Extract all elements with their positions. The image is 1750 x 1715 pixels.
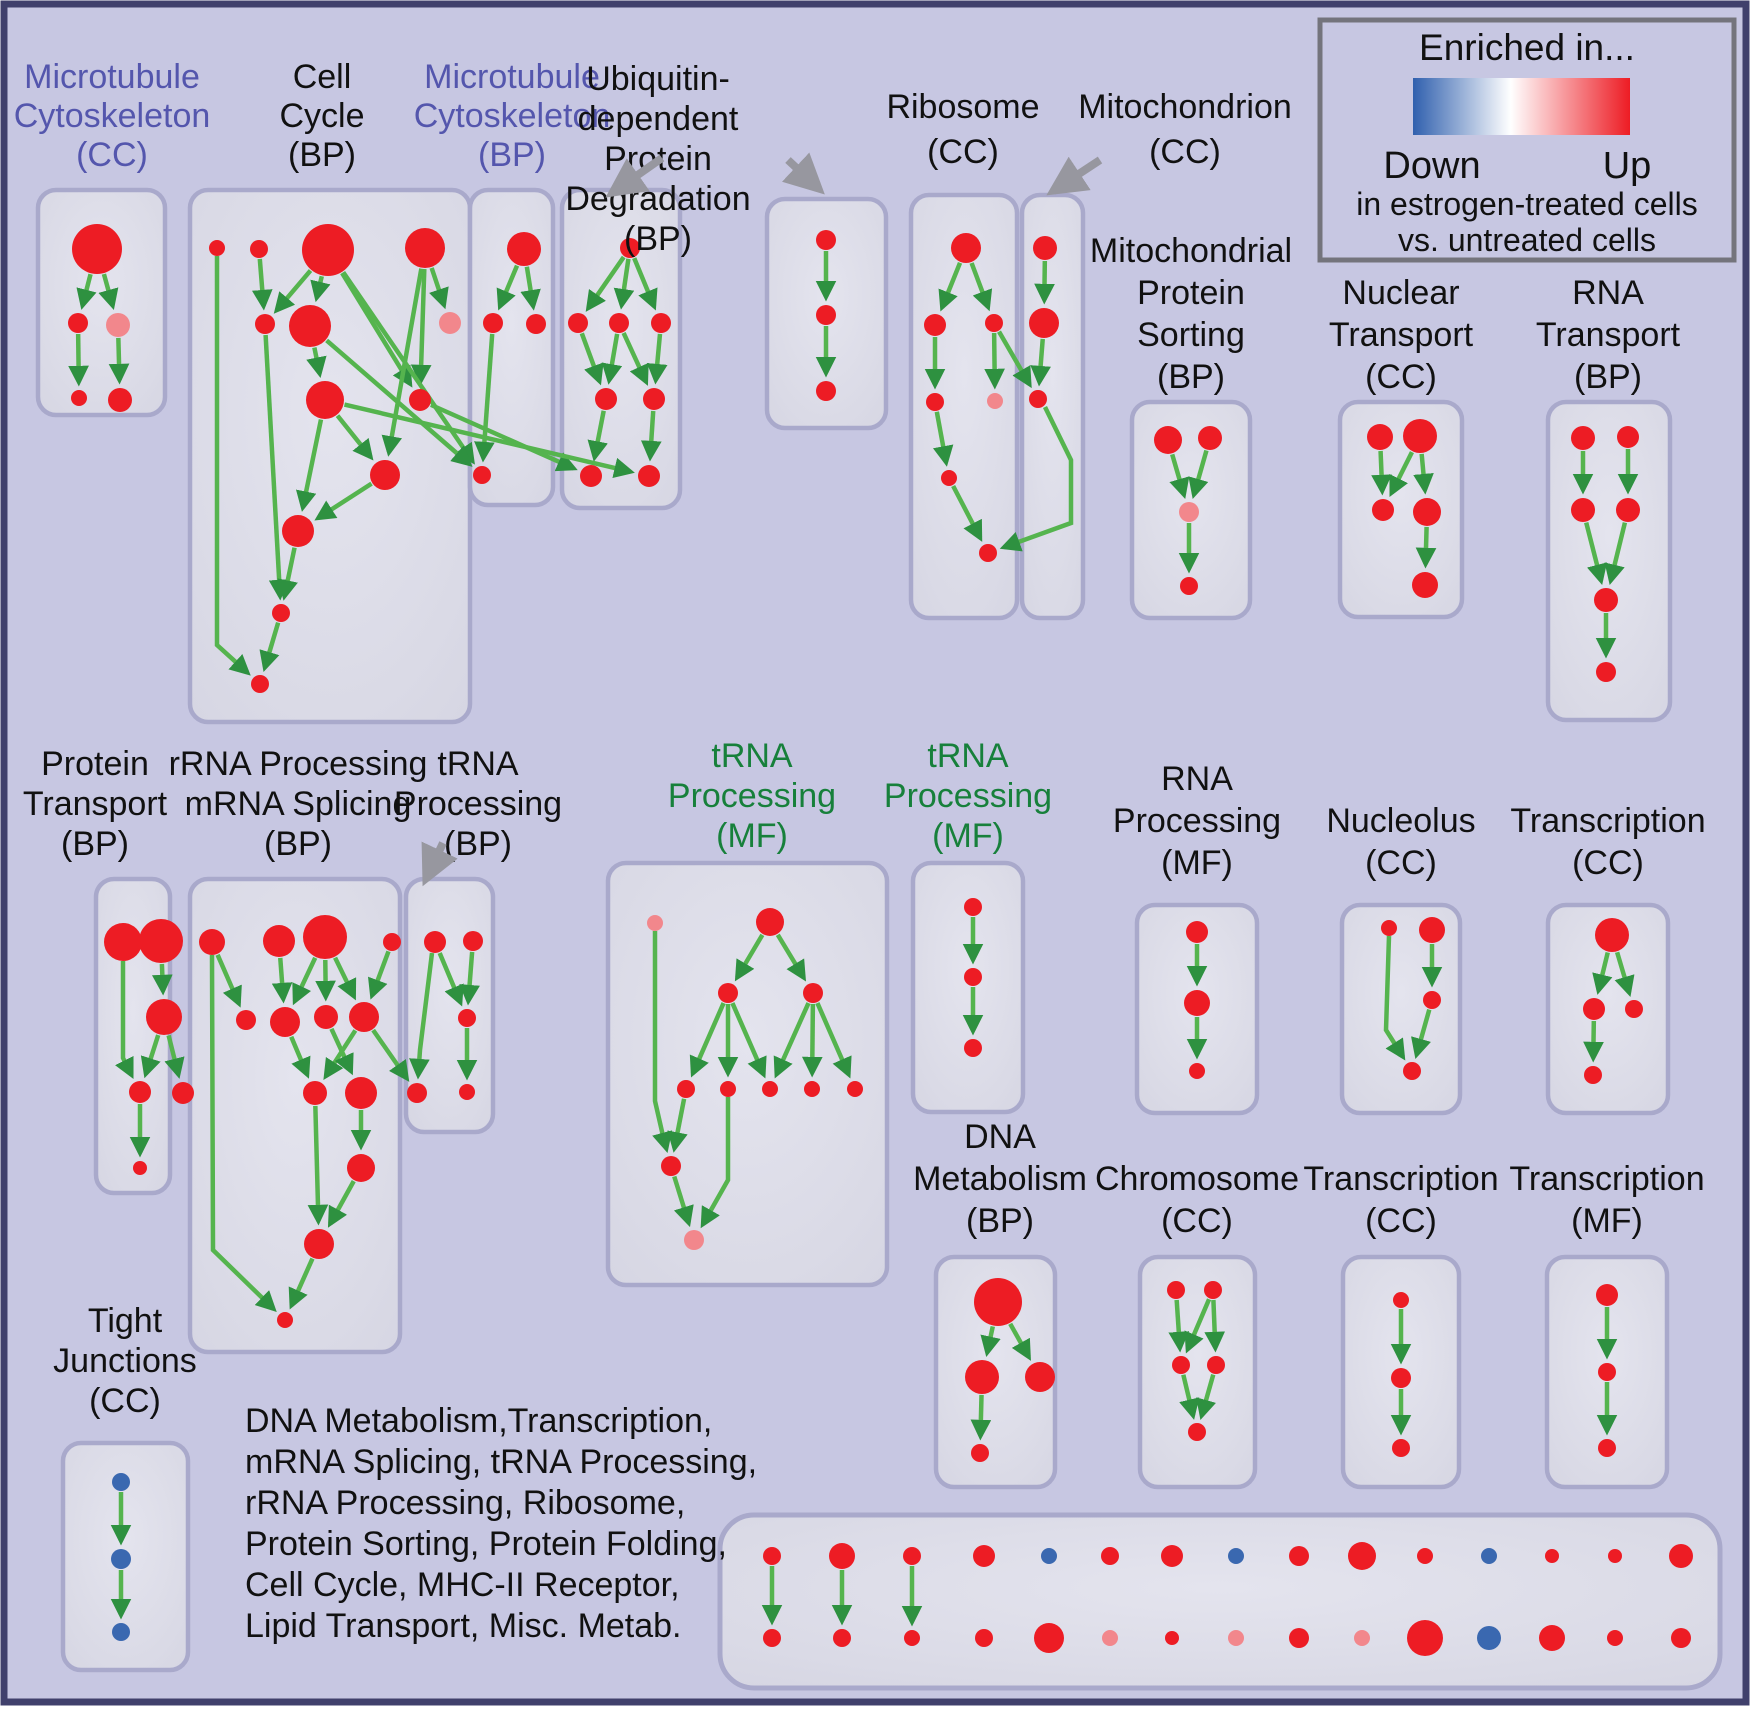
nucleolus-cc-node-Z4-red (1403, 1062, 1421, 1080)
transcription-mf-label: Transcription (1509, 1160, 1705, 1198)
misc-categories-panel-col6-top-red (1101, 1547, 1119, 1565)
dna-metabolism-bp-label: Metabolism (913, 1160, 1087, 1198)
cell-cycle-bp-node-f-red (289, 305, 331, 347)
trna-processing-mf-2-label: Processing (883, 777, 1053, 815)
mitochondrial-protein-sorting-bp-node-S3-pink (1179, 502, 1199, 522)
ribosome-cc-node-R6-red (941, 470, 957, 486)
rna-transport-bp-node-Q6-red (1596, 662, 1616, 682)
microtubule-cytoskeleton-cc-node-B-red (68, 313, 88, 333)
ubiquitin-degradation-bp-label: Degradation (565, 180, 751, 218)
tight-junctions-cc-node-TJ1-blue (112, 1473, 130, 1491)
nuclear-transport-cc-node-N5-red (1412, 572, 1438, 598)
rrna-processing-mrna-splicing-bp-node-A3-red (303, 915, 347, 959)
misc-categories-panel (720, 1515, 1720, 1688)
cell-cycle-bp-node-g-pink (439, 312, 461, 334)
misc-categories-panel-col2-top-red (829, 1543, 855, 1569)
ubiquitin-degradation-bp-node-V6-red (643, 388, 665, 410)
transcription-cc-mid-edge (1593, 1021, 1594, 1058)
trna-processing-bp-node-T5-red (459, 1084, 475, 1100)
misc-categories-text-line: rRNA Processing, Ribosome, (245, 1484, 686, 1522)
nuclear-transport-cc-node-N1-red (1367, 424, 1393, 450)
misc-categories-panel-col8-top-blue (1228, 1548, 1244, 1564)
transcription-mf-node-TM1-red (1596, 1284, 1618, 1306)
trna-processing-mf-main-label: tRNA (711, 737, 793, 775)
nucleolus-cc-node-Z3-red (1423, 991, 1441, 1009)
cell-cycle-bp-label: Cell (292, 58, 352, 96)
transcription-cc-mid-node-G3-red (1625, 1000, 1643, 1018)
misc-categories-panel-col4-bottom-red (975, 1629, 993, 1647)
rrna-processing-mrna-splicing-bp-node-B3-red (314, 1005, 338, 1029)
rrna-processing-mrna-splicing-bp-node-B2-red (270, 1007, 300, 1037)
ribosome-cc-node-R7-red (979, 544, 997, 562)
chromosome-cc-node-CH4-red (1207, 1356, 1225, 1374)
rna-transport-bp-node-Q5-red (1594, 588, 1618, 612)
microtubule-cytoskeleton-bp-label: (BP) (478, 136, 546, 174)
ribosome-cc-node-R3-red (985, 314, 1003, 332)
trna-processing-mf-main-label: (MF) (716, 817, 788, 855)
nuclear-transport-cc-label: Nuclear (1342, 274, 1460, 312)
misc-categories-panel-col9-bottom-red (1289, 1628, 1309, 1648)
rna-processing-mf-label: Processing (1112, 802, 1282, 840)
cell-cycle-bp-node-l-red (272, 604, 290, 622)
mitochondrion-cc-node-M3-red (1029, 390, 1047, 408)
ribosome-cc-edge (994, 333, 995, 385)
nuclear-transport-cc-label: (CC) (1365, 358, 1437, 396)
rna-transport-bp-node-Q4-red (1616, 498, 1640, 522)
dna-metabolism-bp-edge (980, 1395, 981, 1436)
ubiquitin-degradation-bp-2-node-W2-red (816, 305, 836, 325)
chromosome-cc-edge (1177, 1300, 1180, 1348)
rna-transport-bp-node-Q1-red (1571, 426, 1595, 450)
rrna-processing-mrna-splicing-bp-node-A1-red (199, 929, 225, 955)
rrna-processing-mrna-splicing-bp-node-B4-red (349, 1002, 379, 1032)
nucleolus-cc-label: Nucleolus (1326, 802, 1476, 840)
microtubule-cytoskeleton-cc-label: Microtubule (24, 58, 200, 96)
misc-categories-panel-col14-top-red (1608, 1549, 1622, 1563)
trna-processing-bp-label: (BP) (444, 825, 512, 863)
transcription-mf-node-TM2-red (1598, 1363, 1616, 1381)
nuclear-transport-cc-edge (1381, 451, 1383, 491)
microtubule-cytoskeleton-bp-node-F1-red (507, 232, 541, 266)
rna-processing-mf-label: RNA (1161, 760, 1233, 798)
rna-processing-mf-node-Y2-red (1184, 990, 1210, 1016)
misc-categories-panel-col11-bottom-red (1407, 1620, 1443, 1656)
misc-categories-text-line: Protein Sorting, Protein Folding, (245, 1525, 727, 1563)
rrna-processing-mrna-splicing-bp-node-F1-red (277, 1312, 293, 1328)
mitochondrion-cc-edge (1044, 261, 1045, 300)
protein-transport-bp-edge (162, 964, 163, 991)
rrna-processing-mrna-splicing-bp-node-A2-red (263, 925, 295, 957)
transcription-cc-mid-label: (CC) (1572, 844, 1644, 882)
rrna-processing-mrna-splicing-bp-node-B1-red (236, 1010, 256, 1030)
rna-processing-mf-node-Y1-red (1186, 921, 1208, 943)
misc-categories-panel-col9-top-red (1289, 1546, 1309, 1566)
microtubule-cytoskeleton-cc-node-C-pink (106, 313, 130, 337)
trna-processing-bp-label: tRNA (437, 745, 519, 783)
dna-metabolism-bp-label: DNA (964, 1118, 1036, 1156)
misc-categories-panel-col2-bottom-red (833, 1629, 851, 1647)
misc-categories-panel-col12-bottom-blue (1477, 1626, 1501, 1650)
ubiquitin-degradation-bp-node-V2-red (568, 313, 588, 333)
transcription-cc-mid-node-G1-red (1595, 918, 1629, 952)
ribosome-cc-label: Ribosome (886, 88, 1040, 126)
misc-categories-text-line: mRNA Splicing, tRNA Processing, (245, 1443, 758, 1481)
transcription-cc-bottom-label: (CC) (1365, 1202, 1437, 1240)
tight-junctions-cc-label: Tight (87, 1302, 163, 1340)
trna-processing-mf-main-node-U2-red (756, 908, 784, 936)
trna-processing-mf-2-node-X2-red (964, 968, 982, 986)
microtubule-cytoskeleton-cc-label: Cytoskeleton (13, 97, 211, 135)
trna-processing-mf-main-node-U8-red (804, 1081, 820, 1097)
trna-processing-mf-2-label: tRNA (927, 737, 1009, 775)
trna-processing-mf-main-node-U6-red (720, 1081, 736, 1097)
ubiquitin-degradation-bp-node-V8-red (638, 465, 660, 487)
legend-up-label: Up (1602, 145, 1652, 187)
rrna-processing-mrna-splicing-bp-node-C1-red (303, 1081, 327, 1105)
rrna-processing-mrna-splicing-bp-node-E1-red (304, 1229, 334, 1259)
cell-cycle-bp-node-e-red (255, 314, 275, 334)
mitochondrial-protein-sorting-bp-node-S2-red (1198, 426, 1222, 450)
trna-processing-mf-main-node-U1-pink (647, 915, 663, 931)
misc-categories-panel-col15-top-red (1669, 1544, 1693, 1568)
microtubule-cytoskeleton-bp-node-F3-red (526, 314, 546, 334)
protein-transport-bp-node-P2-red (139, 919, 183, 963)
ubiquitin-degradation-bp-node-V3-red (609, 313, 629, 333)
ubiquitin-degradation-bp-label: dependent (577, 100, 739, 138)
mitochondrial-protein-sorting-bp-node-S1-red (1154, 426, 1182, 454)
legend (1320, 20, 1734, 260)
microtubule-cytoskeleton-cc-edge (118, 338, 119, 380)
transcription-cc-bottom-node-TC2-red (1391, 1368, 1411, 1388)
protein-transport-bp-node-P3-red (146, 999, 182, 1035)
mitochondrion-cc-label: (CC) (1149, 133, 1221, 171)
ribosome-cc-node-R2-red (924, 314, 946, 336)
misc-categories-panel-col11-top-red (1417, 1548, 1433, 1564)
rrna-processing-mrna-splicing-bp-node-A4-red (383, 933, 401, 951)
nuclear-transport-cc-node-N3-red (1372, 499, 1394, 521)
trna-processing-mf-main-node-U4-red (803, 983, 823, 1003)
misc-categories-panel-col15-bottom-red (1671, 1628, 1691, 1648)
ubiquitin-degradation-bp-label: Protein (604, 140, 712, 178)
protein-transport-bp-label: Transport (22, 785, 168, 823)
misc-categories-panel-col13-top-red (1545, 1549, 1559, 1563)
microtubule-cytoskeleton-cc-edge (78, 334, 79, 382)
protein-transport-bp-label: (BP) (61, 825, 129, 863)
dna-metabolism-bp-node-DM2-red (965, 1360, 999, 1394)
microtubule-cytoskeleton-bp-label: Cytoskeleton (413, 97, 611, 135)
ribosome-cc-node-R5-pink (987, 393, 1003, 409)
trna-processing-mf-main-node-U9-red (847, 1081, 863, 1097)
misc-categories-panel-col5-bottom-red (1034, 1623, 1064, 1653)
misc-categories-text-line: Lipid Transport, Misc. Metab. (245, 1607, 682, 1645)
legend-subtitle-1: in estrogen-treated cells (1356, 186, 1698, 222)
mitochondrial-protein-sorting-bp-label: Protein (1137, 274, 1245, 312)
microtubule-cytoskeleton-cc-node-E-red (108, 388, 132, 412)
misc-categories-panel-col8-bottom-pink (1228, 1630, 1244, 1646)
transcription-cc-bottom-node-TC3-red (1392, 1439, 1410, 1457)
ubiquitin-degradation-bp-2-node-W3-red (816, 381, 836, 401)
microtubule-cytoskeleton-bp-node-F4-red (473, 466, 491, 484)
misc-categories-panel-col14-bottom-red (1607, 1630, 1623, 1646)
trna-processing-mf-main-node-U7-red (762, 1081, 778, 1097)
dna-metabolism-bp-node-DM4-red (971, 1444, 989, 1462)
dna-metabolism-bp-node-DM1-red (974, 1278, 1022, 1326)
microtubule-cytoskeleton-cc-panel (38, 190, 165, 415)
chromosome-cc-node-CH3-red (1172, 1356, 1190, 1374)
misc-categories-panel-col1-top-red (763, 1547, 781, 1565)
tight-junctions-cc-node-TJ2-blue (111, 1549, 131, 1569)
protein-transport-bp-node-P4-red (129, 1081, 151, 1103)
rrna-processing-mrna-splicing-bp-edge (315, 1106, 318, 1221)
ribosome-cc-label: (CC) (927, 133, 999, 171)
chromosome-cc-panel (1140, 1257, 1255, 1487)
tight-junctions-cc-label: (CC) (89, 1382, 161, 1420)
misc-categories-panel-col1-bottom-red (763, 1629, 781, 1647)
misc-categories-panel-col7-bottom-red (1165, 1631, 1179, 1645)
trna-processing-mf-main-node-U3-red (718, 983, 738, 1003)
rna-transport-bp-node-Q2-red (1617, 426, 1639, 448)
transcription-cc-mid-label: Transcription (1510, 802, 1706, 840)
legend-down-label: Down (1383, 145, 1481, 187)
nucleolus-cc-node-Z2-red (1419, 917, 1445, 943)
dna-metabolism-bp-label: (BP) (966, 1202, 1034, 1240)
mitochondrial-protein-sorting-bp-label: Mitochondrial (1089, 232, 1293, 270)
trna-processing-mf-2-node-X1-red (964, 898, 982, 916)
microtubule-cytoskeleton-bp-node-F2-red (483, 313, 503, 333)
trna-processing-mf-main-node-U11-pink (684, 1230, 704, 1250)
chromosome-cc-node-CH2-red (1204, 1281, 1222, 1299)
ubiquitin-degradation-bp-2-node-W1-red (816, 230, 836, 250)
cell-cycle-bp-node-k-red (282, 515, 314, 547)
cell-cycle-bp-node-i-red (306, 381, 344, 419)
cell-cycle-bp-node-d-red (405, 228, 445, 268)
ubiquitin-degradation-bp-node-V4-red (651, 313, 671, 333)
ubiquitin-degradation-bp-node-V7-red (580, 465, 602, 487)
mitochondrion-cc-node-M2-red (1029, 308, 1059, 338)
nuclear-transport-cc-label: Transport (1328, 316, 1474, 354)
chromosome-cc-node-CH1-red (1167, 1281, 1185, 1299)
rna-transport-bp-label: (BP) (1574, 358, 1642, 396)
tight-junctions-cc-node-TJ3-blue (112, 1623, 130, 1641)
mitochondrial-protein-sorting-bp-node-S4-red (1180, 577, 1198, 595)
rna-transport-bp-node-Q3-red (1571, 498, 1595, 522)
trna-processing-bp-node-T2-red (463, 931, 483, 951)
transcription-mf-node-TM3-red (1598, 1439, 1616, 1457)
cell-cycle-bp-node-c-red (302, 224, 354, 276)
trna-processing-mf-main-edge (812, 1004, 813, 1073)
rna-transport-bp-label: Transport (1535, 316, 1681, 354)
mitochondrion-cc-panel (1022, 195, 1083, 618)
transcription-cc-bottom-node-TC1-red (1393, 1292, 1409, 1308)
nuclear-transport-cc-edge (1426, 527, 1427, 564)
cell-cycle-bp-node-b-red (250, 240, 268, 258)
chromosome-cc-label: Chromosome (1094, 1160, 1300, 1198)
protein-transport-bp-node-P5-red (172, 1082, 194, 1104)
cell-cycle-bp-node-a-red (209, 240, 225, 256)
protein-transport-bp-node-P1-red (104, 923, 142, 961)
misc-categories-panel-col10-bottom-pink (1354, 1630, 1370, 1646)
rrna-processing-mrna-splicing-bp-label: (BP) (264, 825, 332, 863)
nucleolus-cc-node-Z1-red (1381, 920, 1397, 936)
rna-transport-bp-label: RNA (1572, 274, 1644, 312)
cell-cycle-bp-label: (BP) (288, 136, 356, 174)
cell-cycle-bp-node-m-red (251, 675, 269, 693)
misc-categories-panel-col7-top-red (1161, 1545, 1183, 1567)
misc-categories-text-line: DNA Metabolism,Transcription, (245, 1402, 713, 1440)
nuclear-transport-cc-node-N4-red (1413, 498, 1441, 526)
ribosome-cc-node-R4-red (926, 393, 944, 411)
microtubule-cytoskeleton-bp-label: Microtubule (424, 58, 600, 96)
microtubule-cytoskeleton-cc-node-A-red (72, 224, 122, 274)
microtubule-cytoskeleton-cc-label: (CC) (76, 136, 148, 174)
ubiquitin-degradation-bp-edge (650, 411, 653, 457)
rna-processing-mf-node-Y3-red (1189, 1063, 1205, 1079)
transcription-mf-label: (MF) (1571, 1202, 1643, 1240)
ubiquitin-degradation-bp-node-V5-red (595, 388, 617, 410)
protein-transport-bp-label: Protein (41, 745, 149, 783)
cell-cycle-bp-label: Cycle (279, 97, 365, 135)
cell-cycle-bp-node-j-red (370, 460, 400, 490)
trna-processing-mf-2-node-X3-red (964, 1039, 982, 1057)
misc-categories-panel-col5-top-blue (1041, 1548, 1057, 1564)
misc-categories-text-line: Cell Cycle, MHC-II Receptor, (245, 1566, 680, 1604)
nucleolus-cc-label: (CC) (1365, 844, 1437, 882)
mitochondrion-cc-node-M1-red (1033, 236, 1057, 260)
transcription-cc-bottom-label: Transcription (1303, 1160, 1499, 1198)
protein-transport-bp-node-P6-red (133, 1161, 147, 1175)
misc-categories-panel-col3-top-red (903, 1547, 921, 1565)
trna-processing-mf-main-node-U5-red (677, 1080, 695, 1098)
ribosome-cc-node-R1-red (951, 233, 981, 263)
misc-categories-panel-col4-top-red (973, 1545, 995, 1567)
misc-categories-panel-col3-bottom-red (904, 1630, 920, 1646)
rrna-processing-mrna-splicing-bp-label: rRNA Processing (168, 745, 428, 783)
legend-gradient-bar (1413, 78, 1630, 135)
cell-cycle-bp-node-h-red (409, 389, 431, 411)
trna-processing-bp-node-T3-red (458, 1009, 476, 1027)
trna-processing-mf-2-label: (MF) (932, 817, 1004, 855)
chromosome-cc-edge (1213, 1300, 1215, 1348)
mitochondrion-cc-label: Mitochondrion (1078, 88, 1292, 126)
rrna-processing-mrna-splicing-bp-node-C2-red (345, 1077, 377, 1109)
chromosome-cc-node-CH5-red (1188, 1423, 1206, 1441)
ubiquitin-degradation-bp-label: Ubiquitin- (586, 60, 730, 98)
nuclear-transport-cc-node-N2-red (1403, 419, 1437, 453)
trna-processing-mf-main-node-U10-red (661, 1156, 681, 1176)
legend-title: Enriched in... (1419, 27, 1635, 68)
trna-processing-bp-node-T4-red (407, 1083, 427, 1103)
trna-processing-bp-label: Processing (393, 785, 563, 823)
trna-processing-mf-main-label: Processing (667, 777, 837, 815)
transcription-cc-mid-node-G4-red (1584, 1066, 1602, 1084)
dna-metabolism-bp-node-DM3-red (1025, 1362, 1055, 1392)
mitochondrial-protein-sorting-bp-label: (BP) (1157, 358, 1225, 396)
rrna-processing-mrna-splicing-bp-node-D1-red (347, 1154, 375, 1182)
misc-categories-panel-col6-bottom-pink (1102, 1630, 1118, 1646)
microtubule-cytoskeleton-cc-node-D-red (71, 390, 87, 406)
tight-junctions-cc-label: Junctions (53, 1342, 197, 1380)
misc-categories-panel-col13-bottom-red (1539, 1625, 1565, 1651)
chromosome-cc-label: (CC) (1161, 1202, 1233, 1240)
rrna-processing-mrna-splicing-bp-label: mRNA Splicing (184, 785, 412, 823)
mitochondrial-protein-sorting-bp-label: Sorting (1137, 316, 1245, 354)
misc-categories-panel-col10-top-red (1348, 1542, 1376, 1570)
rna-processing-mf-label: (MF) (1161, 844, 1233, 882)
nuclear-transport-cc-panel (1340, 402, 1462, 617)
trna-processing-bp-node-T1-red (424, 931, 446, 953)
ubiquitin-degradation-bp-label: (BP) (624, 220, 692, 258)
misc-categories-panel-col12-top-blue (1481, 1548, 1497, 1564)
rrna-processing-mrna-splicing-bp-edge (280, 958, 283, 999)
legend-subtitle-2: vs. untreated cells (1398, 222, 1656, 258)
transcription-cc-mid-node-G2-red (1583, 998, 1605, 1020)
